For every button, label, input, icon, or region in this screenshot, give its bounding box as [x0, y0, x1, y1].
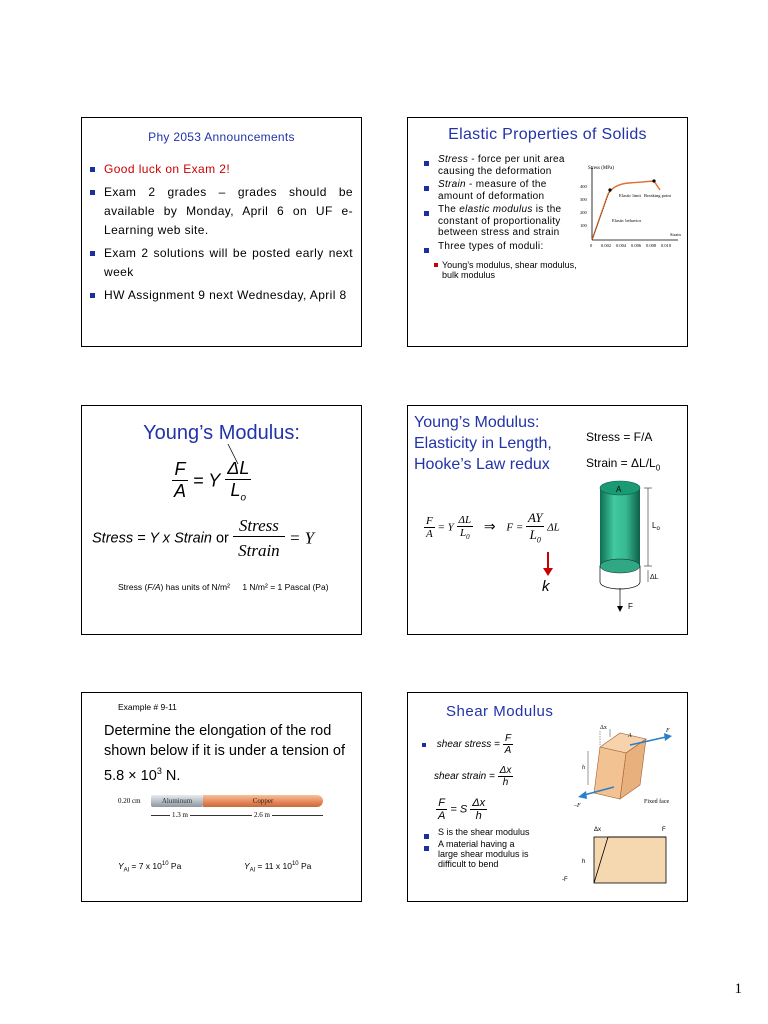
copper-segment: Copper [203, 795, 323, 807]
slide-announcements [81, 117, 362, 347]
force-label: F [666, 728, 670, 734]
length-label: $L_o$ [652, 521, 660, 532]
box-h-label: h [582, 859, 586, 865]
neg-force-label: –F [574, 803, 581, 809]
y-tick: 200 [580, 210, 587, 215]
shear-block-diagram [570, 723, 680, 813]
area-label: A [616, 485, 622, 494]
slide-hookes-law [407, 405, 688, 635]
fixed-face-label: Fixed face [644, 799, 670, 805]
sub-list-item: Young’s modulus, shear modulus, bulk modulus [442, 260, 592, 280]
stress-strain-relation: Stress = Y x Strain or $\frac{\text{Stress}}{\text{Strain}}$ = Y [92, 516, 315, 560]
box-dx-label: Δx [594, 827, 602, 833]
spring-constant: k [542, 578, 550, 595]
x-tick: 0.008 [646, 243, 657, 248]
young-modulus-aluminum: $Y_{Al} = 7$ x $10^{10}$ Pa [118, 861, 182, 874]
copper-length: 2.6 m [254, 811, 270, 819]
list-item: A material having a large shear modulus is difficult to bend [422, 839, 537, 869]
young-modulus-copper: $Y_{Al} = 11$ x $10^{10}$ Pa [244, 861, 312, 874]
force-label: F [628, 602, 633, 611]
slide-elastic-properties [407, 117, 688, 347]
list-item: Strain - measure of the amount of deformation [422, 179, 582, 202]
list-item: S is the shear modulus [422, 827, 537, 837]
box-force-label: F [662, 827, 666, 833]
y-tick: 100 [580, 223, 587, 228]
list-item: Three types of moduli: [422, 241, 582, 253]
x-tick: 0.006 [631, 243, 642, 248]
slide-shear-modulus [407, 692, 688, 902]
dx-label: Δx [600, 725, 607, 731]
example-problem: Determine the elongation of the rod shown below if it is under a tension of $5.8 \times 10^3$ N. [104, 723, 345, 784]
x-tick: 0.002 [601, 243, 612, 248]
area-label: A [628, 733, 632, 739]
shear-stress-def: shear stress = $\frac{F}{A}$ [422, 733, 513, 756]
y-tick: 300 [580, 197, 587, 202]
cylinder-diagram [592, 478, 672, 618]
units-note: Stress (F/A) has units of N/m² 1 N/m² = 1 Pascal (Pa) [118, 582, 329, 592]
announcement-list [88, 160, 353, 305]
stress-definition: Stress = F/A [586, 430, 653, 444]
slide-example [81, 692, 362, 902]
youngs-equation: $\frac{F}{A}$ = Y $\frac{\Delta L}{L_o}$ [174, 458, 250, 504]
aluminum-segment: Aluminum [151, 795, 203, 807]
shear-notes [422, 827, 537, 869]
shear-strain-def: shear strain = $\frac{\Delta x}{h}$ [434, 765, 512, 788]
strain-definition: Strain = $\Delta L/L_0$ [586, 456, 661, 473]
list-item: HW Assignment 9 next Wednesday, April 8 [88, 286, 353, 305]
shear-equation: $\frac{F}{A}$ = S $\frac{\Delta x}{h}$ [438, 797, 486, 822]
list-item: Stress - force per unit area causing the deformation [422, 154, 582, 177]
breaking-point-label: Breaking point [644, 193, 671, 198]
slide-title: Young’s Modulus: [143, 422, 300, 444]
stress-strain-curve [592, 181, 660, 240]
aluminum-length: 1.3 m [172, 811, 188, 819]
rod-diagram [118, 797, 353, 835]
list-item: Exam 2 solutions will be posted early next week [88, 244, 353, 282]
bullet-icon [434, 263, 438, 267]
list-item: The elastic modulus is the constant of proportionality between stress and strain [422, 204, 582, 239]
slide-title: Elastic Properties of Solids [448, 126, 647, 143]
list-item: Exam 2 grades – grades should be available by Monday, April 6 on UF e-Learning web site. [88, 183, 353, 240]
example-header: Example # 9-11 [118, 702, 177, 712]
h-label: h [582, 765, 585, 771]
x-tick: 0.004 [616, 243, 627, 248]
elastic-behavior-label: Elastic behavior [612, 218, 642, 223]
list-item: Good luck on Exam 2! [88, 160, 353, 179]
page-number: 1 [734, 981, 742, 997]
hooke-equation: $\frac{F}{A}$ = Y $\frac{\Delta L}{L_0}$ ⇒ F = $\frac{AY}{L_0}$ ΔL [426, 510, 560, 545]
x-axis-label: Strain [670, 232, 681, 237]
bullet-icon [422, 743, 426, 747]
slide-title: Phy 2053 Announcements [148, 130, 295, 144]
slide-title: Young’s Modulus: Elasticity in Length, Hooke’s Law redux [414, 414, 552, 473]
y-axis-label: Stress (MPa) [588, 166, 614, 171]
diameter-label: 0.20 cm [118, 797, 141, 805]
property-list [422, 154, 582, 252]
slide-youngs-modulus [81, 405, 362, 635]
slide-title: Shear Modulus [446, 703, 554, 720]
shear-box-diagram [558, 821, 678, 899]
box-neg-force-label: -F [562, 877, 568, 883]
x-tick: 0 [590, 243, 593, 248]
x-tick: 0.010 [661, 243, 672, 248]
delta-length-label: ΔL [650, 574, 659, 581]
stress-strain-graph [574, 160, 679, 250]
implies-arrow: ⇒ [483, 519, 496, 535]
down-arrow-icon [542, 552, 554, 578]
y-tick: 400 [580, 184, 587, 189]
elastic-limit-label: Elastic limit [619, 193, 641, 198]
